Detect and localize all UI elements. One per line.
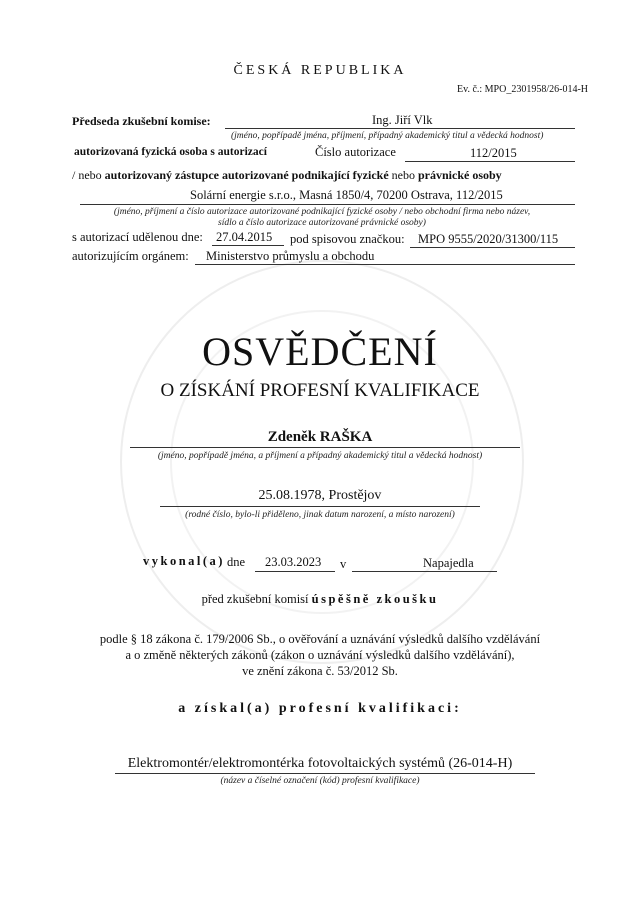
certificate-subtitle: O ZÍSKÁNÍ PROFESNÍ KVALIFIKACE [160, 380, 480, 401]
exam-place-line [352, 571, 497, 572]
qualification-caption: (název a číselné označení (kód) profesní kvalifikace) [220, 776, 420, 786]
file-line [410, 247, 575, 248]
qualification-name: Elektromontér/elektromontérka fotovoltaických systémů (26-014-H) [127, 756, 513, 771]
acquired-label: a získal(a) profesní kvalifikaci: [178, 701, 462, 716]
birth-caption: (rodné číslo, bylo-li přiděleno, jinak datum narození, a místo narození) [185, 510, 455, 520]
granted-label: s autorizací udělenou dne: [72, 230, 203, 244]
date-label: dne [227, 555, 246, 569]
representative-prefix: / nebo [72, 168, 105, 182]
chair-line [225, 128, 575, 129]
country-title: ČESKÁ REPUBLIKA [233, 63, 407, 78]
chair-label: Předseda zkušební komise: [72, 114, 211, 128]
representative-bold: autorizovaný zástupce autorizované podnikající fyzické [104, 168, 389, 182]
authorized-person-label: autorizovaná fyzická osoba s autorizací [74, 146, 267, 158]
exam-date-line [255, 571, 335, 572]
qualification-line [115, 773, 535, 774]
chair-name: Ing. Jiří Vlk [372, 113, 433, 127]
authority-line [195, 264, 575, 265]
authorization-number-label: Číslo autorizace [315, 145, 396, 159]
company-line [80, 204, 575, 205]
before-commission-line [0, 592, 640, 607]
company-details: Solární energie s.r.o., Masná 1850/4, 70200 Ostrava, 112/2015 [190, 188, 503, 202]
certificate-title: OSVĚDČENÍ [202, 329, 438, 374]
holder-caption: (jméno, popřípadě jména, a příjmení a případný akademický titul a vědecká hodnost) [157, 451, 483, 461]
company-caption-1: (jméno, příjmení a číslo autorizace autorizované podnikající fyzické osoby / nebo obchodní firma nebo název, [113, 207, 531, 217]
representative-label [72, 168, 502, 183]
authority-label: autorizujícím orgánem: [72, 249, 189, 263]
birth-line [160, 506, 480, 507]
authority-name: Ministerstvo průmyslu a obchodu [206, 249, 375, 263]
granted-line [212, 245, 284, 246]
exam-place: Napajedla [423, 556, 474, 570]
granted-date: 27.04.2015 [216, 230, 273, 244]
passed-label: vykonal(a) [143, 554, 225, 568]
exam-date: 23.03.2023 [265, 555, 322, 569]
place-label: v [340, 557, 347, 571]
holder-line [130, 447, 520, 448]
law-line-3: ve znění zákona č. 53/2012 Sb. [242, 664, 398, 678]
authorization-number: 112/2015 [470, 146, 517, 160]
birth-details: 25.08.1978, Prostějov [258, 488, 382, 503]
law-line-1: podle § 18 zákona č. 179/2006 Sb., o ověřování a uznávání výsledků dalšího vzdělávání [99, 632, 541, 646]
company-caption-2: sídlo a číslo autorizace autorizované právnické osoby) [218, 218, 426, 228]
evidence-number: Ev. č.: MPO_2301958/26-014-H [456, 84, 588, 95]
chair-caption: (jméno, popřípadě jména, příjmení, případný akademický titul a vědecká hodnost) [231, 131, 544, 141]
representative-bold-2: právnické osoby [417, 168, 502, 182]
representative-mid: nebo [388, 168, 418, 182]
before-commission: před zkušební komisí [201, 592, 309, 606]
file-number: MPO 9555/2020/31300/115 [418, 232, 559, 246]
file-label: pod spisovou značkou: [290, 232, 405, 246]
authorization-line [405, 161, 575, 162]
success-text: úspěšně zkoušku [311, 592, 439, 606]
law-line-2: a o změně některých zákonů (zákon o uznávání výsledků dalšího vzdělávání), [125, 648, 515, 662]
holder-name: Zdeněk RAŠKA [267, 429, 373, 445]
